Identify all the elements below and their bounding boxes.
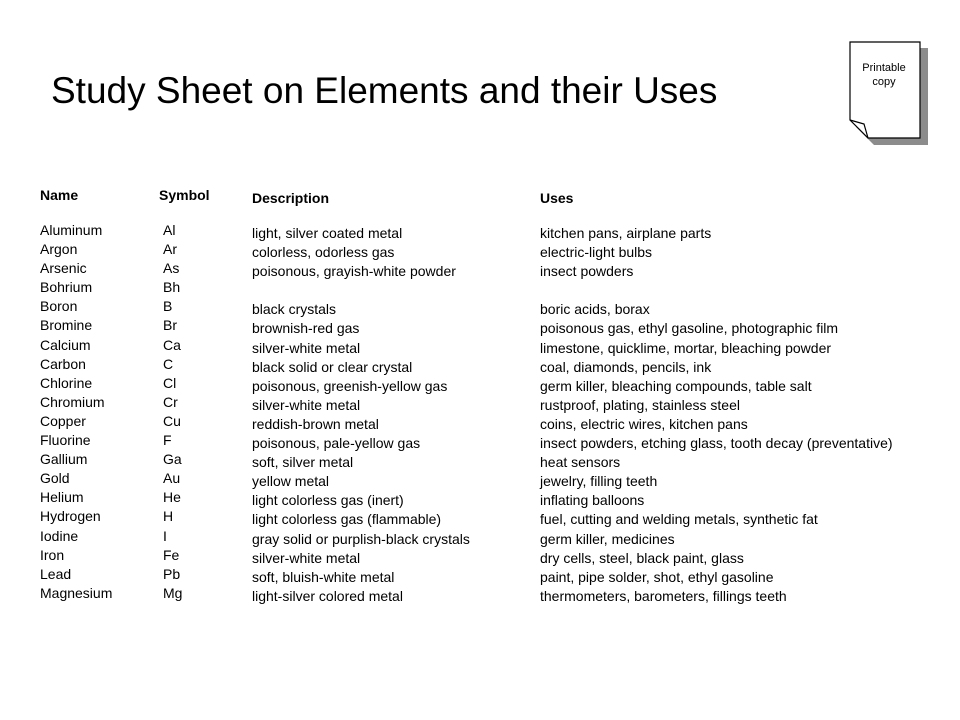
element-description: gray solid or purplish-black crystals [252, 530, 470, 547]
element-symbol: He [163, 489, 181, 506]
element-description: light colorless gas (flammable) [252, 511, 442, 528]
element-uses: insect powders, etching glass, tooth decay (preventative) [540, 435, 893, 452]
description-column [252, 224, 470, 606]
element-name: Calcium [40, 336, 91, 353]
element-name: Gold [40, 470, 70, 487]
element-symbol: I [163, 527, 167, 544]
header-symbol: Symbol [159, 187, 210, 203]
element-symbol: Bh [163, 279, 181, 296]
element-name: Boron [40, 298, 78, 315]
element-description: black solid or clear crystal [252, 358, 413, 375]
element-symbol: H [163, 508, 174, 525]
element-symbol: Br [163, 317, 177, 334]
element-symbol: Mg [163, 584, 183, 601]
document-icon [848, 40, 928, 150]
element-symbol: Cu [163, 412, 181, 429]
element-description: soft, bluish-white metal [252, 568, 395, 585]
element-name: Chromium [40, 393, 105, 410]
element-uses: coal, diamonds, pencils, ink [540, 358, 712, 375]
element-uses: insect powders [540, 263, 634, 280]
element-uses: poisonous gas, ethyl gasoline, photographic film [540, 320, 839, 337]
element-description: reddish-brown metal [252, 415, 379, 432]
element-name: Chlorine [40, 374, 93, 391]
element-uses: fuel, cutting and welding metals, synthetic fat [540, 511, 818, 528]
page-title: Study Sheet on Elements and their Uses [51, 70, 718, 111]
element-name: Carbon [40, 355, 86, 372]
element-name: Iodine [40, 527, 79, 544]
element-symbol: Pb [163, 565, 181, 582]
element-description: brownish-red gas [252, 320, 360, 337]
element-name: Aluminum [40, 222, 103, 238]
element-uses: kitchen pans, airplane parts [540, 225, 712, 241]
element-uses: electric-light bulbs [540, 244, 653, 261]
element-symbol-column [163, 221, 182, 603]
element-name: Fluorine [40, 432, 91, 449]
element-description [252, 281, 470, 300]
element-name: Argon [40, 241, 78, 258]
element-symbol: Al [163, 222, 176, 238]
element-name: Iron [40, 546, 65, 563]
element-symbol: Ar [163, 241, 177, 258]
uses-column [540, 224, 893, 606]
element-uses: thermometers, barometers, fillings teeth [540, 587, 787, 604]
element-name: Helium [40, 489, 84, 506]
element-description: light, silver coated metal [252, 225, 403, 241]
element-name: Magnesium [40, 584, 113, 601]
element-description: silver-white metal [252, 396, 361, 413]
element-name: Arsenic [40, 260, 87, 277]
element-name: Copper [40, 412, 86, 429]
header-description: Description [252, 190, 330, 206]
element-uses: dry cells, steel, black paint, glass [540, 549, 744, 566]
element-description: silver-white metal [252, 339, 361, 356]
element-uses: inflating balloons [540, 492, 645, 509]
printable-copy-icon[interactable] [848, 40, 928, 150]
element-description: colorless, odorless gas [252, 244, 395, 261]
element-symbol: C [163, 355, 174, 372]
printable-copy-label: Printable copy [862, 62, 906, 88]
element-uses: germ killer, medicines [540, 530, 675, 547]
element-description: soft, silver metal [252, 454, 354, 471]
element-description: poisonous, grayish-white powder [252, 263, 456, 280]
element-symbol: Fe [163, 546, 180, 563]
element-uses: rustproof, plating, stainless steel [540, 396, 740, 413]
element-name: Lead [40, 565, 72, 582]
element-symbol: F [163, 432, 172, 449]
element-name-column [40, 221, 112, 603]
element-symbol: Au [163, 470, 181, 487]
element-uses: paint, pipe solder, shot, ethyl gasoline [540, 568, 774, 585]
element-description: yellow metal [252, 473, 330, 490]
element-uses [540, 281, 893, 300]
element-description: poisonous, pale-yellow gas [252, 435, 421, 452]
element-symbol: Ga [163, 451, 182, 468]
element-uses: coins, electric wires, kitchen pans [540, 415, 748, 432]
header-name: Name [40, 187, 79, 203]
element-name: Gallium [40, 451, 88, 468]
element-uses: boric acids, borax [540, 301, 650, 318]
element-name: Hydrogen [40, 508, 101, 525]
element-uses: germ killer, bleaching compounds, table salt [540, 377, 812, 394]
header-uses: Uses [540, 190, 574, 206]
element-uses: limestone, quicklime, mortar, bleaching powder [540, 339, 832, 356]
element-description: light-silver colored metal [252, 587, 403, 604]
element-uses: jewelry, filling teeth [540, 473, 658, 490]
element-symbol: B [163, 298, 173, 315]
element-name: Bromine [40, 317, 93, 334]
element-symbol: As [163, 260, 180, 277]
element-symbol: Cl [163, 374, 177, 391]
element-description: light colorless gas (inert) [252, 492, 404, 509]
element-description: poisonous, greenish-yellow gas [252, 377, 448, 394]
element-uses: heat sensors [540, 454, 621, 471]
element-description: black crystals [252, 301, 337, 318]
element-symbol: Cr [163, 393, 178, 410]
element-name: Bohrium [40, 279, 93, 296]
element-symbol: Ca [163, 336, 181, 353]
element-description: silver-white metal [252, 549, 361, 566]
